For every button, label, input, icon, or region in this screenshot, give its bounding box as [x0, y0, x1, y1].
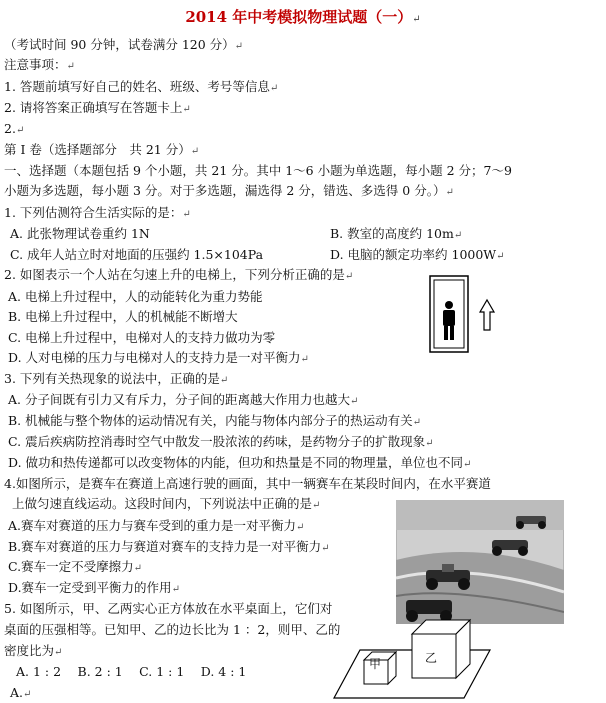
q5-options: A. 1 : 2 B. 2 : 1 C. 1 : 1 D. 4 : 1 — [16, 664, 247, 679]
question-5-stem-cont: 密度比为↵ — [4, 643, 63, 658]
question-5-stem-cont: 桌面的压强相等。已知甲、乙的边长比为 1 ：2，则甲、乙的 — [4, 622, 341, 637]
cube-jia-label: 甲 — [369, 657, 382, 671]
q4-option-a: A.赛车对赛道的压力与赛车受到的重力是一对平衡力↵ — [8, 518, 305, 533]
race-car-photo — [396, 500, 564, 624]
question-5-stem: 5. 如图所示，甲、乙两实心正方体放在水平桌面上，它们对 — [4, 601, 333, 616]
q3-option-b: B. 机械能与整个物体的运动情况有关，内能与物体内部分子的热运动有关↵ — [8, 413, 422, 428]
section1-intro: 一、选择题（本题包括 9 个小题，共 21 分。其中 1～6 小题为单选题，每小题 2 分；7～9 — [4, 163, 512, 178]
part1-heading: 第 I 卷（选择题部分 共 21 分）↵ — [4, 142, 200, 157]
q4-option-b: B.赛车对赛道的压力与赛道对赛车的支持力是一对平衡力↵ — [8, 539, 330, 554]
note-item: 1. 答题前填写好自己的姓名、班级、考号等信息↵ — [4, 79, 279, 94]
q3-option-c: C. 震后疾病防控消毒时空气中散发一股浓浓的药味，是药物分子的扩散现象↵ — [8, 434, 434, 449]
question-4-stem-cont: 上做匀速直线运动。这段时间内，下列说法中正确的是↵ — [12, 496, 321, 511]
q1-option-a: A. 此张物理试卷重约 1N — [10, 226, 150, 241]
question-2-stem: 2. 如图表示一个人站在匀速上升的电梯上，下列分析正确的是↵ — [4, 267, 354, 282]
q2-option-b: B. 电梯上升过程中，人的机械能不断增大 — [8, 309, 238, 324]
q4-option-c: C.赛车一定不受摩擦力↵ — [8, 559, 142, 574]
q1-option-b: B. 教室的高度约 10m↵ — [330, 226, 463, 241]
cube-yi-label: 乙 — [425, 651, 438, 665]
cubes-figure — [330, 610, 494, 700]
q1-option-c: C. 成年人站立时对地面的压强约 1.5×104Pa — [10, 247, 264, 262]
up-arrow-icon — [480, 300, 494, 330]
note-item: 2. 请将答案正确填写在答题卡上↵ — [4, 100, 191, 115]
last-line: A.↵ — [10, 685, 32, 700]
q3-option-a: A. 分子间既有引力又有斥力，分子间的距离越大作用力也越大↵ — [8, 392, 359, 407]
exam-info: （考试时间 90 分钟，试卷满分 120 分）↵ — [4, 37, 244, 52]
question-1-stem: 1. 下列估测符合生活实际的是：↵ — [4, 205, 191, 220]
q1-option-d: D. 电脑的额定功率约 1000W↵ — [330, 247, 505, 262]
q2-option-d: D. 人对电梯的压力与电梯对人的支持力是一对平衡力↵ — [8, 350, 309, 365]
cube-yi — [412, 620, 470, 678]
q3-option-d: D. 做功和热传递都可以改变物体的内能，但功和热量是不同的物理量，单位也不同↵ — [8, 455, 472, 470]
q4-option-d: D.赛车一定受到平衡力的作用↵ — [8, 580, 180, 595]
question-3-stem: 3. 下列有关热现象的说法中，正确的是↵ — [4, 371, 229, 386]
question-4-stem: 4.如图所示，是赛车在赛道上高速行驶的画面，其中一辆赛车在某段时间内，在水平赛道 — [4, 476, 491, 491]
section1-intro: 小题为多选题，每小题 3 分。对于多选题，漏选得 2 分，错选、多选得 0 分。）↵ — [4, 183, 454, 198]
notes-heading: 注意事项：↵ — [4, 57, 75, 72]
person-head-icon — [445, 301, 453, 309]
empty-line: 2.↵ — [4, 121, 25, 136]
elevator-figure — [428, 274, 508, 354]
page-title: 2014 年中考模拟物理试题（一）↵ — [185, 8, 421, 26]
q2-option-a: A. 电梯上升过程中，人的动能转化为重力势能 — [8, 289, 263, 304]
q2-option-c: C. 电梯上升过程中，电梯对人的支持力做功为零 — [8, 330, 276, 345]
person-body-icon — [443, 310, 455, 326]
